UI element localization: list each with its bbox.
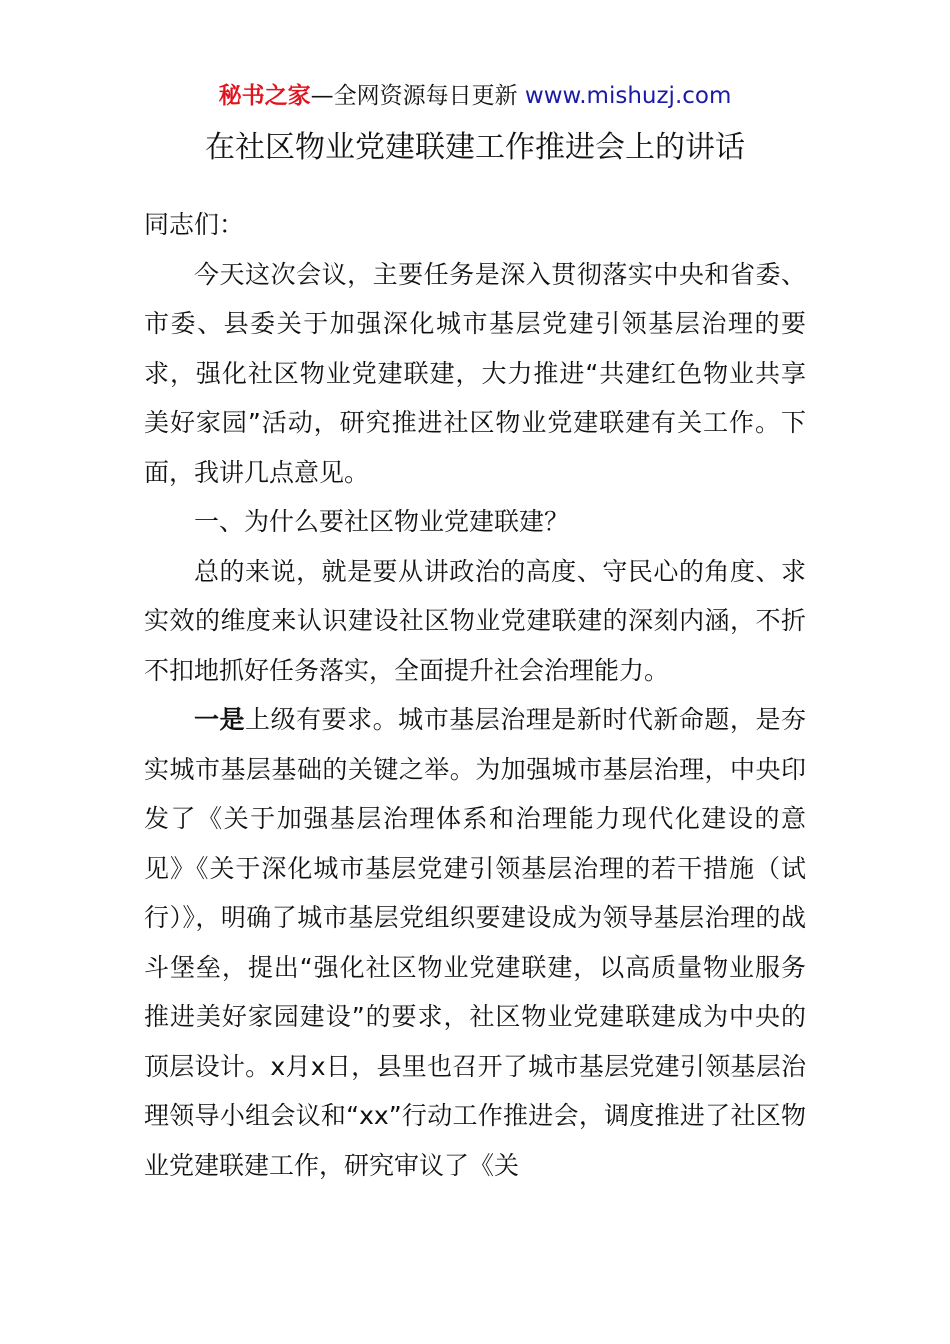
document-body [144,200,806,1190]
section-heading: 一、为什么要社区物业党建联建？ [194,507,570,536]
header-tagline: —全网资源每日更新 [310,83,525,109]
point-one-paragraph [144,695,806,1190]
site-url-link[interactable]: www.mishuzj.com [524,83,732,109]
point-one-text: 上级有要求。城市基层治理是新时代新命题，是夯实城市基层基础的关键之举。为加强城市基层治理，中央印发了《关于加强基层治理体系和治理能力现代化建设的意见》《关于深化城市基层党建引领基层治理的若干措施（试行）》，明确了城市基层党组织要建设成为领导基层治理的战斗堡垒，提出“强化社区物业党建联建，以高质量物业服务推进美好家园建设”的要求，社区物业党建联建成为中央的顶层设计。x月x日，县里也召开了城市基层党建引领基层治理领导小组会议和“xx”行动工作推进会，调度推进了社区物业党建联建工作，研究审议了《关 [144,705,806,1180]
watermark-header [0,80,950,112]
salutation: 同志们： [144,210,245,239]
intro-paragraph: 今天这次会议，主要任务是深入贯彻落实中央和省委、市委、县委关于加强深化城市基层党建引领基层治理的要求，强化社区物业党建联建，大力推进“共建红色物业共享美好家园”活动，研究推进社区物业党建联建有关工作。下面，我讲几点意见。 [144,259,806,487]
document-title: 在社区物业党建联建工作推进会上的讲话 [205,130,745,165]
point-one-lead: 一是 [194,705,246,734]
brand-name: 秘书之家 [218,83,311,109]
summary-paragraph: 总的来说，就是要从讲政治的高度、守民心的角度、求实效的维度来认识建设社区物业党建联建的深刻内涵，不折不扣地抓好任务落实，全面提升社会治理能力。 [144,556,806,685]
